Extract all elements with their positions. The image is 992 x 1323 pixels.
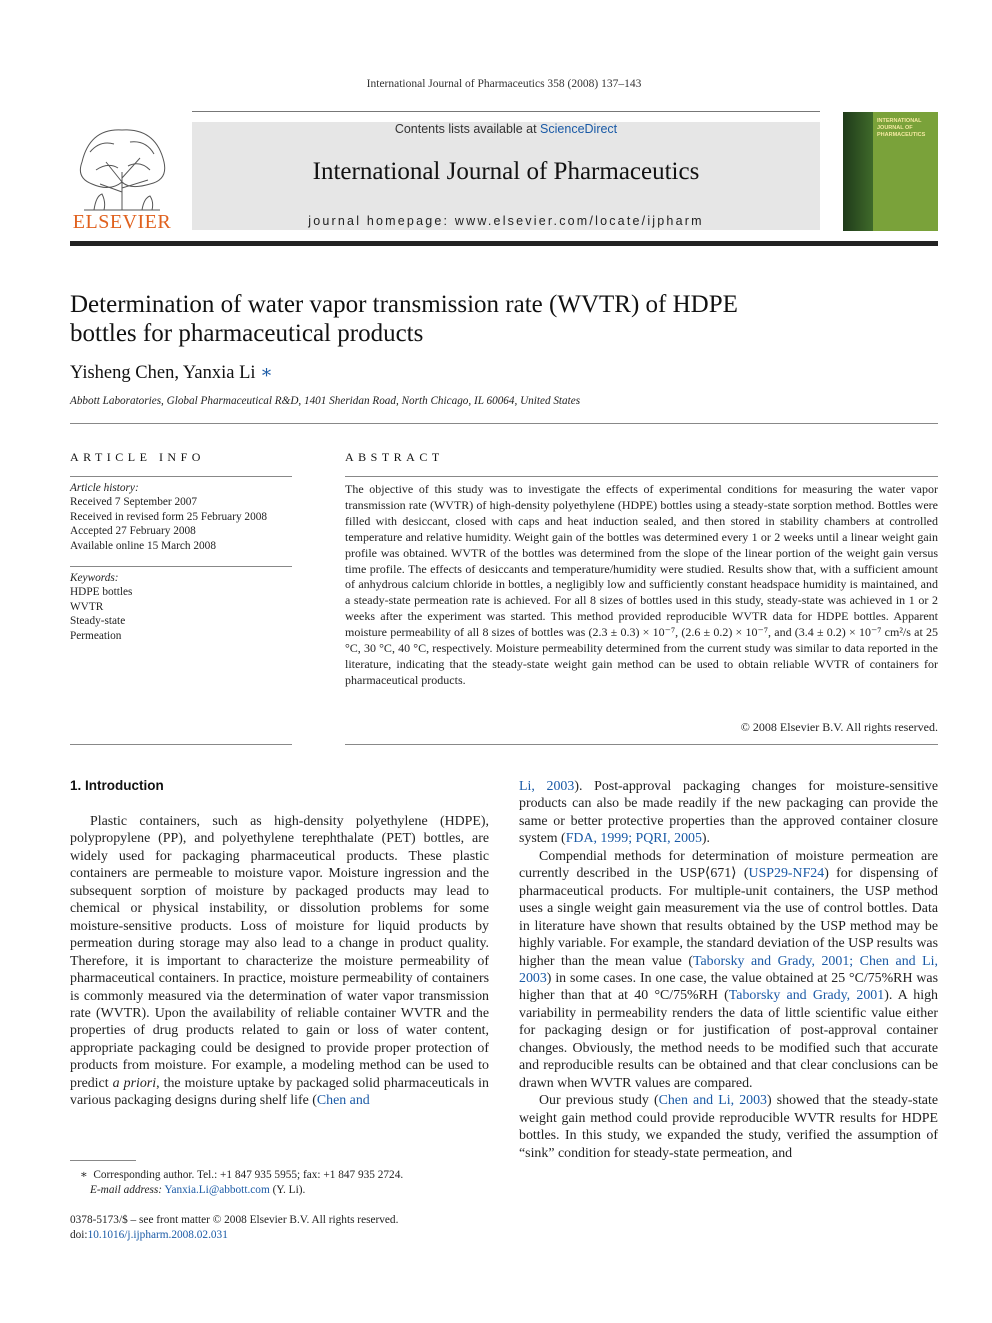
doi-line xyxy=(70,1228,398,1243)
citation-link[interactable]: Chen and xyxy=(316,1093,370,1109)
paragraph xyxy=(519,778,938,848)
citation-link[interactable]: Chen and Li, 2003 xyxy=(658,1093,767,1109)
article-title xyxy=(70,290,940,348)
header-thick-rule xyxy=(70,241,938,246)
header-rule xyxy=(192,111,820,112)
text-run: ) in some cases. In one case, the value obtained at 25 °C/75%RH was higher than that at 40 °C/75%RH ( xyxy=(519,970,938,1004)
keyword-item: Steady-state xyxy=(70,615,126,628)
text-run: ) for dispensing of pharmaceutical products. For multiple-unit containers, the USP method uses a single weight gain measurement via the use of control bottles. Data in literature have shown that results obtained by the USP method may be highly variable. For example, the standard deviation of the USP results was higher than the mean value ( xyxy=(519,866,938,969)
elsevier-wordmark: ELSEVIER xyxy=(72,211,172,233)
text-run: Compendial methods for determination of moisture permeation are currently described in the USP⟨671⟩ ( xyxy=(519,848,938,882)
abstract-rule xyxy=(345,476,938,477)
text-run: Plastic containers, such as high-density polyethylene (HDPE), polypropylene (PP), and polyethylene terephthalate (PET) bottles, are widely used for packaging pharmaceutical products. These plastic containers are permeable to moisture vapor. Moisture ingression and the subsequent sorption of moisture by packaged products may lead to chemical or physical instability, or dissolution problems for some moisture-sensitive products. Loss of moisture for liquid products by permeation during storage may also lead to a change in product quality. Therefore, it is important to characterize the moisture permeability of pharmaceutical containers. In practice, moisture permeability of containers is commonly measured via the determination of water vapor transmission rate (WVTR). Upon the availability of reliable container WVTR and the properties of drug products related to gain or loss of water content, appropriate packaging could be designed to provide proper protection of products from moisture. For example, a modeling method can be used to predict xyxy=(70,814,489,1091)
keyword-item: WVTR xyxy=(70,600,104,613)
contents-line xyxy=(192,122,820,136)
citation-link[interactable]: Taborsky and Grady, 2001 xyxy=(728,988,885,1004)
left-column xyxy=(70,813,489,1110)
paragraph xyxy=(519,848,938,1092)
keyword-item: Permeation xyxy=(70,629,122,642)
journal-homepage[interactable]: journal homepage: www.elsevier.com/locate/ijpharm xyxy=(308,214,704,228)
issn-line: 0378-5173/$ – see front matter © 2008 Elsevier B.V. All rights reserved. xyxy=(70,1214,399,1226)
running-head: International Journal of Pharmaceutics 358 (2008) 137–143 xyxy=(366,78,642,90)
email-note xyxy=(70,1183,403,1198)
footnote-rule xyxy=(70,1160,136,1161)
email-suffix: (Y. Li). xyxy=(269,1184,306,1196)
front-matter xyxy=(70,1213,398,1243)
sciencedirect-link[interactable]: ScienceDirect xyxy=(540,122,618,136)
authors-text: Yisheng Chen, Yanxia Li xyxy=(70,363,256,383)
citation-link[interactable]: Li, 2003 xyxy=(519,779,575,794)
title-divider xyxy=(70,423,938,424)
abstract-text: The objective of this study was to investigate the effects of experimental conditions for measuring the water vapor transmission rate (WVTR) of high-density polyethylene (HDPE) bottles using a steady-state sorption method. Bottles were filled with desiccant, closed with caps and heat induction sealed, and then stored in stability chambers at controlled temperature and relative humidity. Weight gain of the bottles was determined every 1 or 2 weeks until a linear weight gain profile was obtained. WVTR of the bottles was determined from the slope of the linear portion of the weight gain versus time profile. The effects of desiccants and temperature/humidity were studied. Results show that, with a sufficient amount of anhydrous calcium chloride in bottles, a negligibly low and sufficiently constant headspace humidity is maintained, and a steady-state permeation rate is achieved. For all 8 sizes of bottles used in this study, steady-state was achieved in 1 or 2 weeks after the experiment was started. This method provided reproducible WVTR data for HDPE bottles. Apparent moisture permeability of all 8 sizes of bottles was (2.3 ± 0.3) × 10⁻⁷, (2.6 ± 0.2) × 10⁻⁷, and (3.4 ± 0.2) × 10⁻⁷ cm²/s at 25 °C, 30 °C, 40 °C, respectively. Moisture permeability determined from the current study was similar to data reported in the literature, indicating that the steady-state weight gain method can be used to obtain reliable WVTR of containers for pharmaceutical products. xyxy=(345,482,938,687)
doi-label: doi: xyxy=(70,1229,88,1241)
article-history xyxy=(70,481,292,553)
keywords-rule xyxy=(70,566,292,567)
abstract-bottom-rule xyxy=(345,744,938,745)
email-link[interactable]: Yanxia.Li@abbott.com xyxy=(164,1184,270,1196)
article-title-line-2: bottles for pharmaceutical products xyxy=(70,320,424,347)
citation-link[interactable]: USP29-NF24 xyxy=(748,866,825,882)
paragraph xyxy=(70,813,489,1110)
history-accepted: Accepted 27 February 2008 xyxy=(70,525,196,538)
text-run: Our previous study ( xyxy=(539,1093,659,1109)
text-run-italic: a priori xyxy=(112,1075,157,1091)
section-heading: 1. Introduction xyxy=(70,778,164,793)
keyword-item: HDPE bottles xyxy=(70,586,133,599)
paragraph xyxy=(519,1092,938,1162)
abstract-heading: ABSTRACT xyxy=(345,450,444,464)
footnote xyxy=(70,1168,403,1198)
citation-link[interactable]: FDA, 1999; PQRI, 2005 xyxy=(565,831,702,847)
keywords xyxy=(70,571,292,643)
article-info-heading: ARTICLE INFO xyxy=(70,450,205,464)
corresponding-author-mark[interactable]: ∗ xyxy=(260,363,273,383)
article-title-line-1: Determination of water vapor transmission rate (WVTR) of HDPE xyxy=(70,291,738,318)
journal-cover-image xyxy=(843,112,938,231)
text-run: , the moisture uptake by packaged solid pharmaceuticals in various packaging designs during shelf life ( xyxy=(70,1075,489,1109)
keywords-label: Keywords: xyxy=(70,572,119,584)
history-label: Article history: xyxy=(70,482,139,494)
email-label: E-mail address: xyxy=(90,1184,163,1196)
text-run: ) showed that the steady-state weight gain method could provide reproducible WVTR results for HDPE bottles. In this study, we expanded the study, verified the assumption of “sink” condition for steady-state permeation, and xyxy=(519,1093,938,1161)
article-info-rule xyxy=(70,476,292,477)
corresponding-text: Corresponding author. Tel.: +1 847 935 5955; fax: +1 847 935 2724. xyxy=(93,1169,404,1181)
affiliation: Abbott Laboratories, Global Pharmaceutical R&D, 1401 Sheridan Road, North Chicago, IL 60064, United States xyxy=(70,395,581,407)
article-info-bottom-rule xyxy=(70,744,292,745)
cover-title: INTERNATIONAL JOURNAL OF PHARMACEUTICS xyxy=(877,118,926,138)
footnote-mark: ∗ xyxy=(80,1169,88,1181)
corresponding-note xyxy=(70,1168,403,1183)
author-list xyxy=(70,362,273,384)
right-column xyxy=(519,778,938,1162)
citation-link[interactable]: Taborsky and Grady, 2001; Chen and Li, 2003 xyxy=(519,953,938,986)
copyright: © 2008 Elsevier B.V. All rights reserved. xyxy=(740,720,938,734)
journal-title: International Journal of Pharmaceutics xyxy=(312,158,700,185)
text-run: ). A high variability in permeability renders the data of little scientific value either for packaging design or for justification of post-approval container changes. Obviously, the method needs to be modified such that accurate and reproducible results can be obtained and that clear conclusions can be drawn when WVTR values are compared. xyxy=(519,988,939,1091)
text-run: ). xyxy=(701,831,711,847)
contents-prefix: Contents lists available at xyxy=(394,122,541,136)
history-online: Available online 15 March 2008 xyxy=(70,539,216,552)
history-revised: Received in revised form 25 February 2008 xyxy=(70,510,268,523)
history-received: Received 7 September 2007 xyxy=(70,496,198,509)
text-run: ). Post-approval packaging changes for moisture-sensitive products can also be made readily if the new packaging can provide the same or better protective properties than the approved container closure system ( xyxy=(519,779,938,847)
doi-link[interactable]: 10.1016/j.ijpharm.2008.02.031 xyxy=(87,1229,228,1241)
